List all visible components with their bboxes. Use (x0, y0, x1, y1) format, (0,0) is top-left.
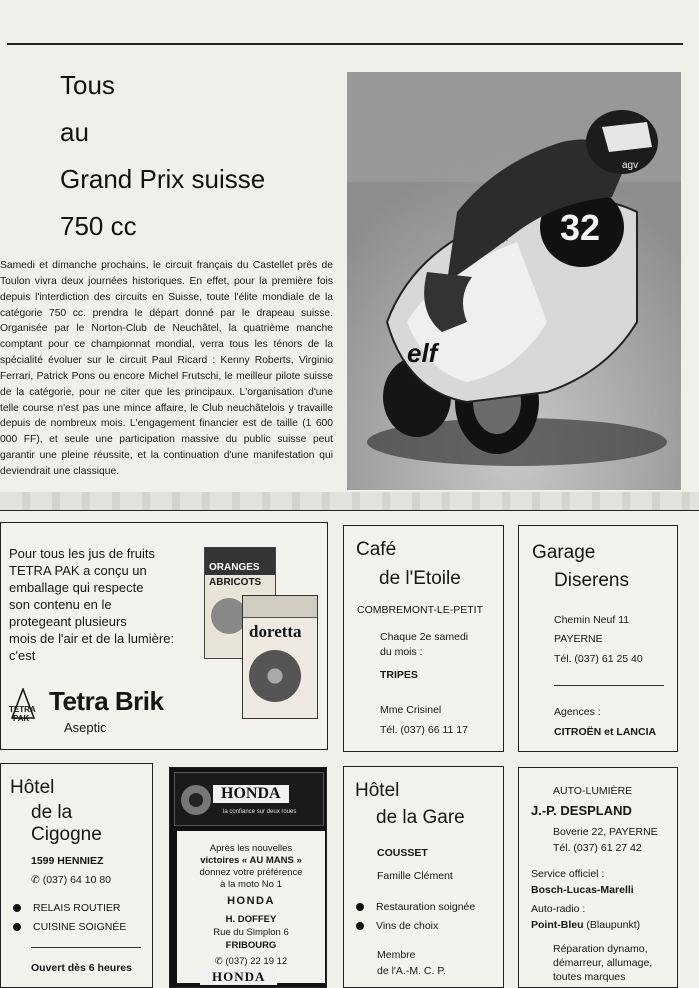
cafe-tel: Tél. (037) 66 11 17 (380, 724, 468, 736)
ad-despland (518, 767, 678, 988)
cigogne-title-2: de la (31, 802, 73, 823)
section-rule (0, 510, 699, 511)
gare-item-1: Restauration soignée (356, 901, 475, 913)
despland-name: J.-P. DESPLAND (531, 803, 632, 818)
headline-line-3: Grand Prix suisse (60, 164, 266, 194)
ad-hotel-gare (343, 766, 504, 988)
bullet-icon (13, 904, 21, 912)
article-headline (60, 62, 265, 250)
motorcycle-photo (347, 72, 681, 490)
garage-brands: CITROËN et LANCIA (554, 726, 657, 738)
cigogne-item-2: CUISINE SOIGNÉE (13, 921, 126, 933)
honda-logo: HONDA (213, 785, 289, 803)
garage-address-2: PAYERNE (554, 633, 603, 645)
garage-agences-label: Agences : (554, 706, 601, 718)
headline-line-2: au (60, 117, 89, 147)
honda-banner (174, 772, 324, 826)
gare-title-1: Hôtel (355, 780, 400, 801)
cafe-info-2: du mois : (380, 646, 423, 658)
honda-footer-logo: HONDA (200, 969, 277, 985)
article-body: Samedi et dimanche prochains, le circuit français du Castellet près de Toulon vivra deux journées historiques. En effet, pour la première fois depuis l'interdiction des circuits en Suisse, toute l'élite mondiale de la catégorie 750 cc. prendra le départ donné par le drapeau suisse. Organisée par le Norton-Club de Neuchâtel, la quatrième manche comptant pour ce championnat mondial, verra tous les ténors de la spécialité évoluer sur le circuit Paul Ricard : Kenny Roberts, Virginio Ferrari, Patrick Pons ou encore Michel Frutschi, le meilleur pilote suisse de la catégorie, pour ne citer que les principaux. L'organisation d'une telle course n'est pas une mince affaire, le Club neuchâtelois y travaille depuis de nombreux mois. L'engagement financier est de taille (1 600 000 FF), et seule une participation massive du public suisse peut garantir une pleine réussite, et la continuation d'une manifestation qui deviendrait une classique. (0, 260, 333, 477)
cigogne-place: 1599 HENNIEZ (31, 855, 104, 867)
ad-hotel-cigogne (0, 763, 153, 988)
gare-member-2: de l'A.-M. C. P. (377, 965, 446, 977)
gare-place: COUSSET (377, 847, 428, 859)
cafe-place: COMBREMONT-LE-PETIT (357, 604, 484, 616)
despland-radio: Point-Bleu (Blaupunkt) (531, 919, 641, 931)
cafe-title-1: Café (356, 539, 397, 560)
honda-street: Rue du Simplon 6 (213, 927, 289, 938)
tetra-pak-copy: Pour tous les jus de fruits TETRA PAK a conçu un emballage qui respecte son contenu en le protegeant plusieurs mois de l'air et de la lumière: c'est (9, 546, 175, 663)
honda-wing-icon (179, 783, 213, 817)
bullet-icon (356, 903, 364, 911)
racer-illustration (347, 72, 681, 490)
gare-item-2: Vins de choix (356, 920, 438, 932)
orange-carton-image: ORANGES ABRICOTS (204, 547, 276, 659)
garage-title-2: Diserens (554, 570, 629, 591)
cafe-title-2: de l'Etoile (379, 568, 461, 589)
gare-title-2: de la Gare (376, 807, 465, 828)
headline-line-4: 750 cc (60, 211, 137, 241)
gare-member-1: Membre (377, 949, 416, 961)
cafe-owner: Mme Crisinel (380, 704, 442, 716)
bullet-icon (13, 923, 21, 931)
despland-top: AUTO-LUMIÈRE (553, 785, 633, 797)
tetra-logo-text: TETRA PAK (9, 705, 36, 723)
honda-text-panel: Après les nouvelles victoires « AU MANS » donnez votre préférence à la moto No 1 HONDA H. DOFFEY Rue du Simplon 6 FRIBOURG ✆ (037) 22 19 12 (176, 830, 326, 984)
honda-tagline: la confiance sur deux roues (223, 809, 297, 815)
ad-cafe-etoile (343, 525, 504, 752)
garage-address-1: Chemin Neuf 11 (554, 614, 630, 626)
decorative-strip (0, 492, 699, 510)
cigogne-divider (31, 947, 141, 948)
doretta-carton-image: doretta (242, 595, 318, 719)
garage-title-1: Garage (532, 542, 596, 563)
cigogne-tel: ✆ (037) 64 10 80 (31, 874, 112, 886)
gare-family: Famille Clément (377, 870, 453, 882)
tetra-brik-brand: Tetra Brik (49, 686, 164, 716)
honda-dealer: H. DOFFEY (225, 914, 277, 925)
despland-address: Boverie 22, PAYERNE (553, 826, 658, 838)
despland-tel: Tél. (037) 61 27 42 (553, 842, 642, 854)
despland-service: Bosch-Lucas-Marelli (531, 884, 634, 896)
fairing-logo: elf (407, 338, 438, 368)
headline-line-1: Tous (60, 70, 115, 100)
cigogne-hours: Ouvert dès 6 heures (31, 962, 132, 974)
despland-repair-2: démarreur, allumage, (553, 957, 653, 969)
top-rule (7, 43, 683, 45)
honda-city: FRIBOURG (225, 940, 277, 951)
cafe-info-1: Chaque 2e samedi (380, 631, 469, 643)
despland-repair-1: Réparation dynamo, (553, 943, 648, 955)
cigogne-title-3: Cigogne (31, 824, 102, 845)
ad-honda (169, 767, 327, 988)
bike-number: 32 (560, 207, 601, 248)
despland-repair-3: toutes marques (553, 971, 626, 983)
honda-brand-text: HONDA (227, 895, 275, 907)
garage-tel: Tél. (037) 61 25 40 (554, 653, 643, 665)
aseptic-label: Aseptic (64, 720, 107, 735)
despland-service-label: Service officiel : (531, 868, 605, 880)
helmet-logo: agv (622, 160, 639, 171)
cigogne-title-1: Hôtel (10, 777, 55, 798)
cafe-dish: TRIPES (380, 669, 418, 681)
cigogne-item-1: RELAIS ROUTIER (13, 902, 121, 914)
garage-divider (554, 685, 664, 686)
bullet-icon (356, 922, 364, 930)
despland-radio-label: Auto-radio : (531, 903, 586, 915)
honda-tel: ✆ (037) 22 19 12 (214, 956, 288, 967)
ad-tetra-pak (0, 522, 328, 750)
ad-garage-diserens (518, 525, 678, 752)
